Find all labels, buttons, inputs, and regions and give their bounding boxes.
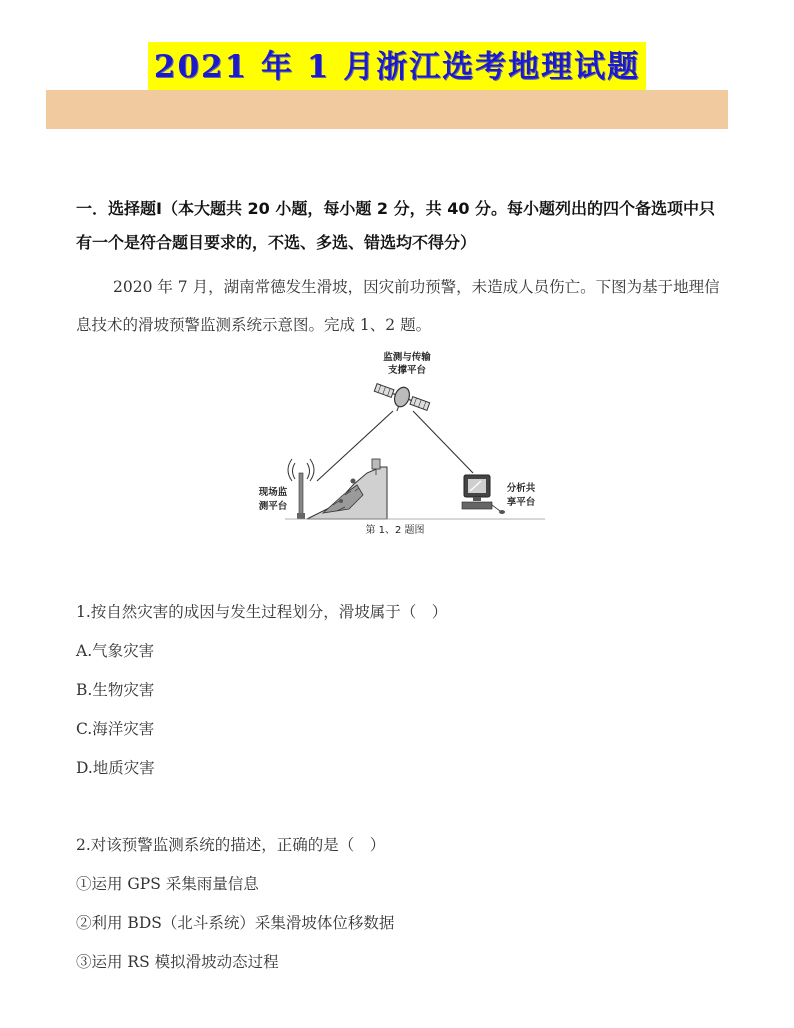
question-1-option-d: D.地质灾害 [76,759,155,777]
question-1-option-b: B.生物灾害 [76,681,155,699]
section-heading: 一．选择题Ⅰ（本大题共 20 小题，每小题 2 分，共 40 分。每小题列出的四个备选项中只有一个是符合题目要求的，不选、多选、错选均不得分） [76,199,716,252]
question-2-item-1: ①运用 GPS 采集雨量信息 [76,875,259,893]
computer-icon [462,475,505,514]
computer-label-2: 享平台 [506,497,536,508]
question-1-option-c: C.海洋灾害 [76,720,155,738]
question-1-option-a: A.气象灾害 [76,642,155,660]
landslide-slope-icon [307,459,387,519]
satellite-icon [371,378,432,421]
satellite-label-1: 监测与传输 [383,352,431,363]
question-2-stem: 2.对该预警监测系统的描述，正确的是（ ） [76,836,386,854]
computer-label-1: 分析共 [506,483,536,494]
title-container [0,42,794,90]
question-2-item-2: ②利用 BDS（北斗系统）采集滑坡体位移数据 [76,914,395,932]
header-band [46,90,728,129]
landslide-monitoring-figure [245,345,555,545]
intro-paragraph: 2020 年 7 月，湖南常德发生滑坡，因灾前功预警，未造成人员伤亡。下图为基于地理信息技术的滑坡预警监测系统示意图。完成 1、2 题。 [76,278,720,334]
question-1-stem: 1.按自然灾害的成因与发生过程划分，滑坡属于（ ） [76,603,448,621]
link-line-right [413,411,473,473]
page-title: 2021 年 1 月浙江选考地理试题 [148,42,646,90]
field-label-1: 现场监 [258,487,288,498]
question-2-item-3: ③运用 RS 模拟滑坡动态过程 [76,953,279,971]
antenna-tower-icon [288,459,314,519]
field-label-2: 测平台 [258,501,288,512]
satellite-label-2: 支撑平台 [387,365,427,376]
figure-caption: 第 1、2 题图 [365,525,425,536]
